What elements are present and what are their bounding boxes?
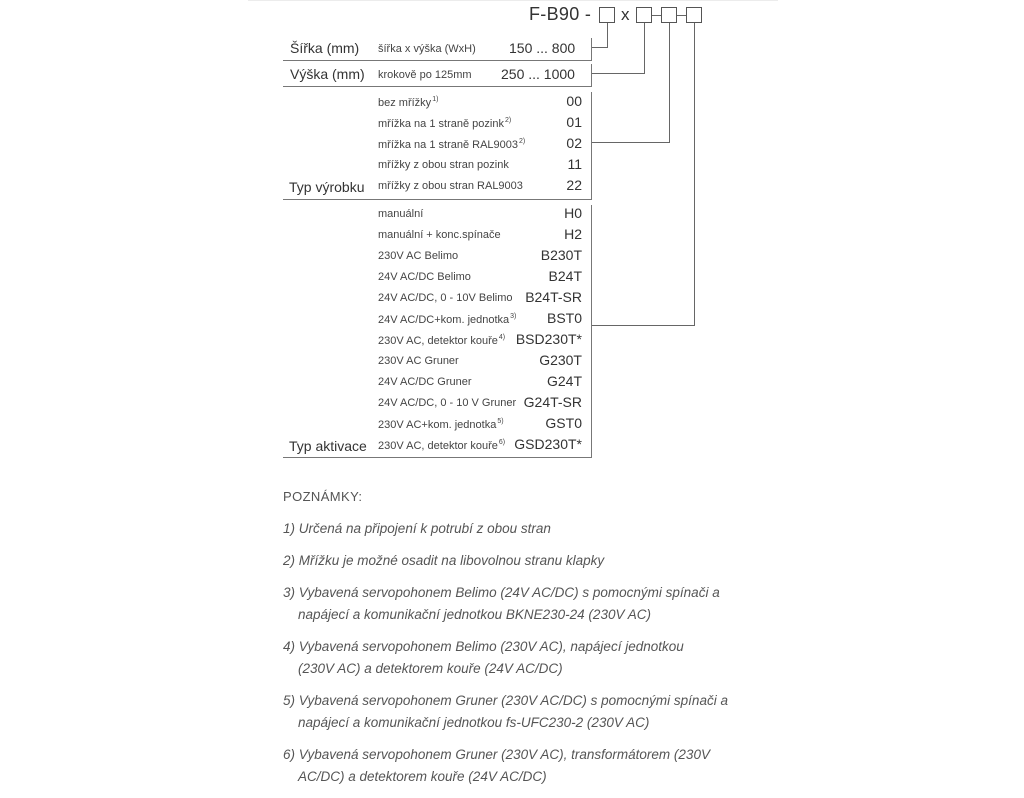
note-line: (230V AC) a detektorem kouře (24V AC/DC) bbox=[298, 661, 563, 676]
height-range: 250 ... 1000 bbox=[501, 66, 575, 82]
option-row bbox=[378, 310, 584, 330]
note-item bbox=[283, 582, 783, 626]
connector-product-type bbox=[592, 142, 670, 143]
option-row bbox=[378, 268, 584, 288]
option-label bbox=[378, 229, 501, 241]
option-code: GSD230T* bbox=[514, 436, 582, 452]
bracket-activation bbox=[591, 205, 592, 458]
option-text: 24V AC/DC+kom. jednotka bbox=[378, 314, 510, 326]
option-label bbox=[378, 292, 513, 304]
note-line: 3) Vybavená servopohonem Belimo (24V AC/DC) s pomocnými spínači a bbox=[283, 585, 720, 600]
option-footnote-ref: 1) bbox=[432, 96, 439, 103]
box-link bbox=[677, 15, 686, 16]
option-code: 00 bbox=[566, 93, 582, 109]
option-footnote-ref: 6) bbox=[498, 439, 506, 446]
product-type-label: Typ výrobku bbox=[289, 179, 365, 195]
activation-type-label: Typ aktivace bbox=[289, 438, 367, 454]
option-text: mřížky z obou stran RAL9003 bbox=[378, 180, 523, 192]
connector-activation bbox=[694, 23, 695, 325]
option-code: 02 bbox=[566, 135, 582, 151]
divider bbox=[283, 199, 592, 200]
code-box-height bbox=[636, 7, 652, 23]
notes-list bbox=[283, 518, 783, 788]
note-line: 5) Vybavená servopohonem Gruner (230V AC/DC) s pomocnými spínači a bbox=[283, 693, 728, 708]
connector-height bbox=[592, 73, 645, 74]
code-box-width bbox=[599, 7, 615, 23]
option-label bbox=[378, 96, 438, 109]
option-label bbox=[378, 313, 516, 326]
code-separator: x bbox=[621, 5, 630, 24]
note-item bbox=[283, 550, 783, 572]
option-text: mřížky z obou stran pozink bbox=[378, 159, 509, 171]
note-line: 2) Mřížku je možné osadit na libovolnou stranu klapky bbox=[283, 553, 605, 568]
option-label bbox=[378, 180, 523, 192]
option-code: 11 bbox=[567, 156, 582, 172]
option-code: H0 bbox=[564, 205, 582, 221]
option-text: 24V AC/DC Gruner bbox=[378, 376, 472, 388]
option-code: B24T-SR bbox=[525, 289, 582, 305]
connector-activation bbox=[592, 325, 695, 326]
note-line: 4) Vybavená servopohonem Belimo (230V AC), napájecí jednotkou bbox=[283, 639, 684, 654]
connector-width bbox=[607, 23, 608, 47]
option-row bbox=[378, 205, 584, 225]
option-row bbox=[378, 135, 584, 155]
bracket-product-type bbox=[591, 92, 592, 200]
code-box-activation bbox=[686, 7, 702, 23]
option-code: G24T bbox=[546, 373, 582, 389]
option-row bbox=[378, 289, 584, 309]
option-label bbox=[378, 138, 525, 151]
note-line: 1) Určená na připojení k potrubí z obou stran bbox=[283, 521, 551, 536]
option-footnote-ref: 3) bbox=[510, 313, 517, 320]
option-code: 22 bbox=[566, 177, 582, 193]
option-row bbox=[378, 114, 584, 134]
option-label bbox=[378, 376, 472, 388]
option-row bbox=[378, 436, 584, 456]
option-label bbox=[378, 418, 504, 431]
option-text: 230V AC, detektor kouře bbox=[378, 335, 498, 347]
option-label bbox=[378, 250, 458, 262]
option-row bbox=[378, 156, 584, 176]
option-row bbox=[378, 247, 584, 267]
option-label bbox=[378, 355, 459, 367]
option-code: B24T bbox=[548, 268, 582, 284]
height-desc: krokově po 125mm bbox=[378, 69, 472, 81]
bracket-height bbox=[591, 64, 592, 87]
option-label bbox=[378, 117, 511, 130]
option-row bbox=[378, 394, 584, 414]
note-item bbox=[283, 518, 783, 540]
option-text: 24V AC/DC Belimo bbox=[378, 271, 471, 283]
width-range: 150 ... 800 bbox=[509, 40, 576, 56]
option-text: 230V AC+kom. jednotka bbox=[378, 419, 497, 431]
divider bbox=[283, 86, 592, 87]
option-label bbox=[378, 397, 516, 409]
option-footnote-ref: 2) bbox=[519, 138, 526, 145]
option-row bbox=[378, 226, 584, 246]
code-box-product-type bbox=[661, 7, 677, 23]
option-code: H2 bbox=[564, 226, 582, 242]
note-line: AC/DC) a detektorem kouře (24V AC/DC) bbox=[298, 769, 547, 784]
option-code: G230T bbox=[539, 352, 582, 368]
option-text: 230V AC, detektor kouře bbox=[378, 440, 498, 452]
option-text: bez mřížky bbox=[378, 97, 432, 109]
option-label bbox=[378, 208, 423, 220]
option-label bbox=[378, 334, 505, 347]
option-code: 01 bbox=[566, 114, 582, 130]
option-footnote-ref: 4) bbox=[498, 334, 506, 341]
option-label bbox=[378, 271, 471, 283]
option-row bbox=[378, 177, 584, 197]
height-label: Výška (mm) bbox=[290, 66, 365, 82]
bracket-width bbox=[591, 38, 592, 61]
option-text: 230V AC Belimo bbox=[378, 250, 459, 262]
option-text: mřížka na 1 straně pozink bbox=[378, 118, 504, 130]
note-item bbox=[283, 744, 783, 788]
option-text: 24V AC/DC, 0 - 10 V Gruner bbox=[378, 397, 517, 409]
notes-title: POZNÁMKY: bbox=[283, 489, 363, 504]
option-code: BSD230T* bbox=[515, 331, 582, 347]
option-footnote-ref: 2) bbox=[504, 117, 512, 124]
option-row bbox=[378, 331, 584, 351]
option-label bbox=[378, 439, 505, 452]
divider bbox=[283, 60, 592, 61]
width-label: Šířka (mm) bbox=[290, 40, 360, 56]
option-label bbox=[378, 159, 509, 171]
note-line: napájecí a komunikační jednotkou fs-UFC230-2 (230V AC) bbox=[298, 715, 650, 730]
connector-height bbox=[644, 23, 645, 73]
connector-width bbox=[592, 47, 608, 48]
order-code-prefix: F-B90 - bbox=[529, 4, 592, 24]
top-divider bbox=[248, 0, 778, 1]
option-code: BST0 bbox=[546, 310, 582, 326]
option-text: manuální bbox=[378, 208, 424, 220]
product-type-list bbox=[378, 93, 584, 199]
connector-product-type bbox=[669, 23, 670, 142]
option-row bbox=[378, 93, 584, 113]
note-line: 6) Vybavená servopohonem Gruner (230V AC), transformátorem (230V bbox=[283, 747, 710, 762]
option-row bbox=[378, 352, 584, 372]
option-text: 230V AC Gruner bbox=[378, 355, 459, 367]
box-link bbox=[652, 15, 661, 16]
note-item bbox=[283, 636, 783, 680]
note-item bbox=[283, 690, 783, 734]
option-row bbox=[378, 373, 584, 393]
notes-section bbox=[283, 489, 783, 798]
option-text: manuální + konc.spínače bbox=[378, 229, 501, 241]
note-line: napájecí a komunikační jednotkou BKNE230-24 (230V AC) bbox=[298, 607, 651, 622]
option-code: G24T-SR bbox=[523, 394, 582, 410]
width-desc: šířka x výška (WxH) bbox=[378, 43, 476, 55]
option-text: 24V AC/DC, 0 - 10V Belimo bbox=[378, 292, 513, 304]
activation-type-list bbox=[378, 205, 584, 457]
option-code: B230T bbox=[540, 247, 582, 263]
option-text: mřížka na 1 straně RAL9003 bbox=[378, 139, 519, 151]
option-row bbox=[378, 415, 584, 435]
option-footnote-ref: 5) bbox=[497, 418, 504, 425]
divider bbox=[283, 457, 592, 458]
option-code: GST0 bbox=[545, 415, 582, 431]
